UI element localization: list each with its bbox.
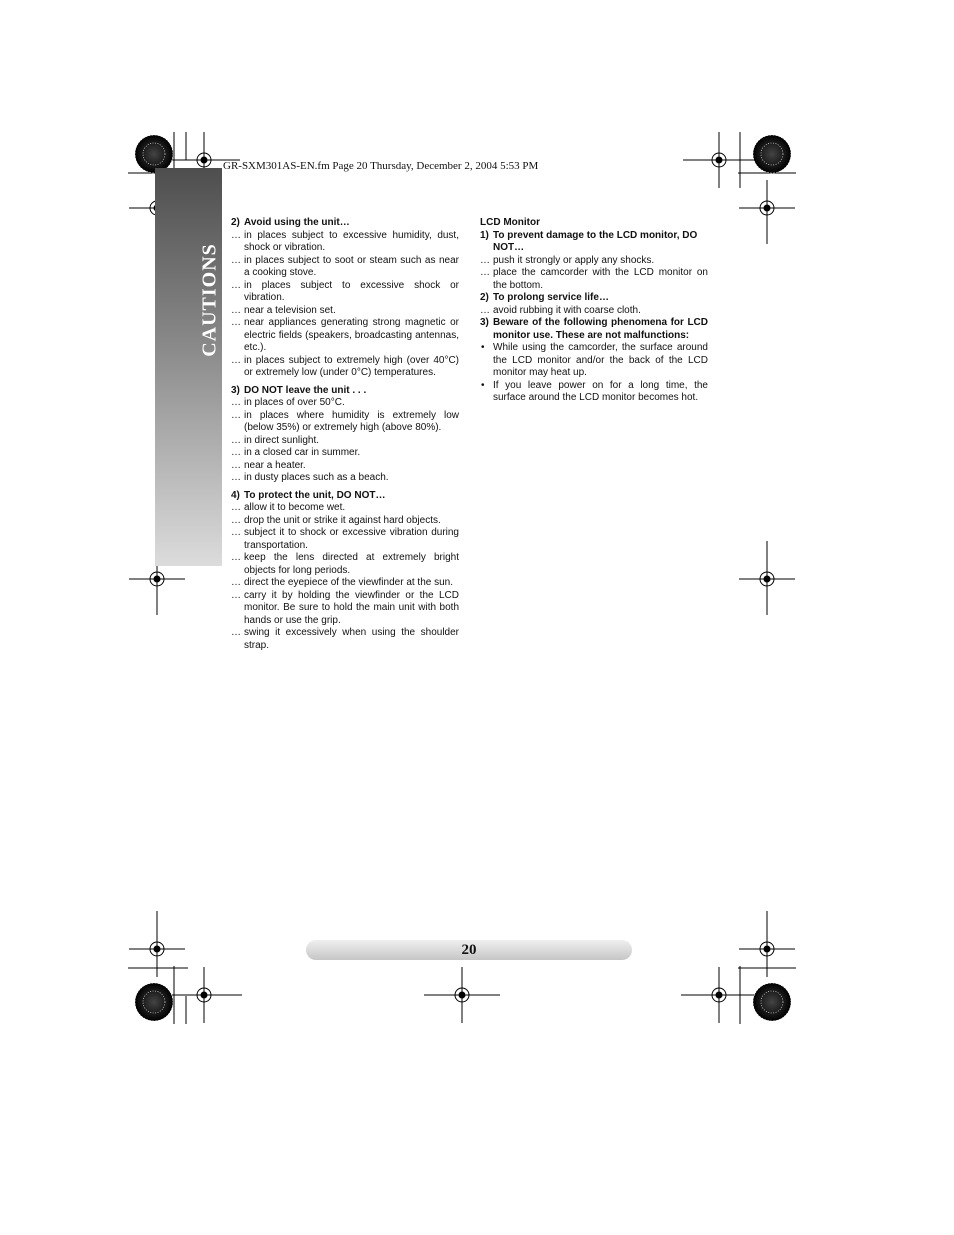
ellipsis-marker: … [231, 502, 241, 513]
ellipsis-marker: … [480, 254, 490, 266]
ellipsis-marker: … [480, 267, 490, 278]
page-number: 20 [306, 940, 632, 960]
list-item: … in places subject to excessive shock or vibration. [231, 279, 459, 303]
list-item: … push it strongly or apply any shocks. [480, 254, 655, 266]
section-side-tab [155, 168, 222, 566]
bullet-item: • While using the camcorder, the surface around the LCD monitor and/or the back of the LCD monitor may heat up. [481, 342, 708, 378]
list-item: … in direct sunlight. [231, 434, 320, 446]
list-item: … in places where humidity is extremely low (below 35%) or extremely high (above 80%). [231, 409, 459, 433]
ellipsis-marker: … [231, 304, 241, 316]
list-item: … direct the eyepiece of the viewfinder at the sun. [231, 577, 454, 588]
list-item: … subject it to shock or excessive vibration during transportation. [231, 527, 459, 551]
ellipsis-marker: … [231, 627, 241, 638]
list-item: … avoid rubbing it with coarse cloth. [480, 304, 641, 316]
list-item: … in places subject to excessive humidity, dust, shock or vibration. [231, 229, 459, 253]
list-item: … in places subject to soot or steam such as near a cooking stove. [231, 254, 459, 278]
list-item: … keep the lens directed at extremely bright objects for long periods. [231, 552, 459, 576]
ellipsis-marker: … [231, 459, 241, 471]
ellipsis-marker: … [231, 317, 241, 328]
list-item: … near a heater. [231, 459, 306, 471]
ellipsis-marker: … [231, 589, 241, 601]
list-item: … in places subject to extremely high (over 40°C) or extremely low (under 0°C) temperatures. [231, 354, 459, 378]
side-tab-label: CAUTIONS [198, 243, 221, 357]
list-item: … drop the unit or strike it against hard objects. [231, 514, 441, 526]
section-heading: 2) Avoid using the unit… [231, 217, 350, 228]
bullet-marker: • [481, 342, 485, 353]
section-heading: 2) To prolong service life… [480, 292, 609, 303]
ellipsis-marker: … [231, 577, 241, 588]
list-item: … in places of over 50°C. [231, 397, 345, 408]
ellipsis-marker: … [231, 447, 241, 458]
left-column [231, 217, 459, 652]
ellipsis-marker: … [231, 279, 241, 291]
column-title: LCD Monitor [480, 217, 540, 228]
section-heading: 3) DO NOT leave the unit . . . [231, 384, 367, 396]
ellipsis-marker: … [231, 552, 241, 563]
list-item: … in a closed car in summer. [231, 447, 361, 458]
right-column [480, 217, 708, 405]
ellipsis-marker: … [231, 254, 241, 266]
ellipsis-marker: … [231, 397, 241, 408]
ellipsis-marker: … [231, 229, 241, 241]
ellipsis-marker: … [231, 434, 241, 446]
section-heading: 4) To protect the unit, DO NOT… [231, 489, 386, 501]
ellipsis-marker: … [231, 409, 241, 421]
list-item: … allow it to become wet. [231, 502, 346, 513]
section-heading: 1) To prevent damage to the LCD monitor, DO NOT… [480, 229, 698, 253]
ellipsis-marker: … [231, 354, 241, 366]
list-item: … place the camcorder with the LCD monitor on the bottom. [480, 267, 708, 291]
section-heading: 3) Beware of the following phenomena for LCD monitor use. These are not malfunctions: [480, 317, 708, 341]
ellipsis-marker: … [231, 527, 241, 538]
ellipsis-marker: … [231, 514, 241, 526]
bullet-marker: • [481, 379, 485, 391]
list-item: … in dusty places such as a beach. [231, 472, 389, 483]
list-item: … swing it excessively when using the shoulder strap. [231, 627, 459, 651]
ellipsis-marker: … [231, 472, 241, 483]
list-item: … near a television set. [231, 304, 336, 316]
list-item: … carry it by holding the viewfinder or the LCD monitor. Be sure to hold the main unit with both hands or use the grip. [231, 589, 459, 626]
file-info-header: GR-SXM301AS-EN.fm Page 20 Thursday, December 2, 2004 5:53 PM [223, 160, 539, 172]
ellipsis-marker: … [480, 304, 490, 316]
bullet-item: • If you leave power on for a long time, the surface around the LCD monitor becomes hot. [481, 379, 708, 403]
list-item: … near appliances generating strong magnetic or electric fields (speakers, broadcasting antennas, etc.). [231, 317, 459, 353]
